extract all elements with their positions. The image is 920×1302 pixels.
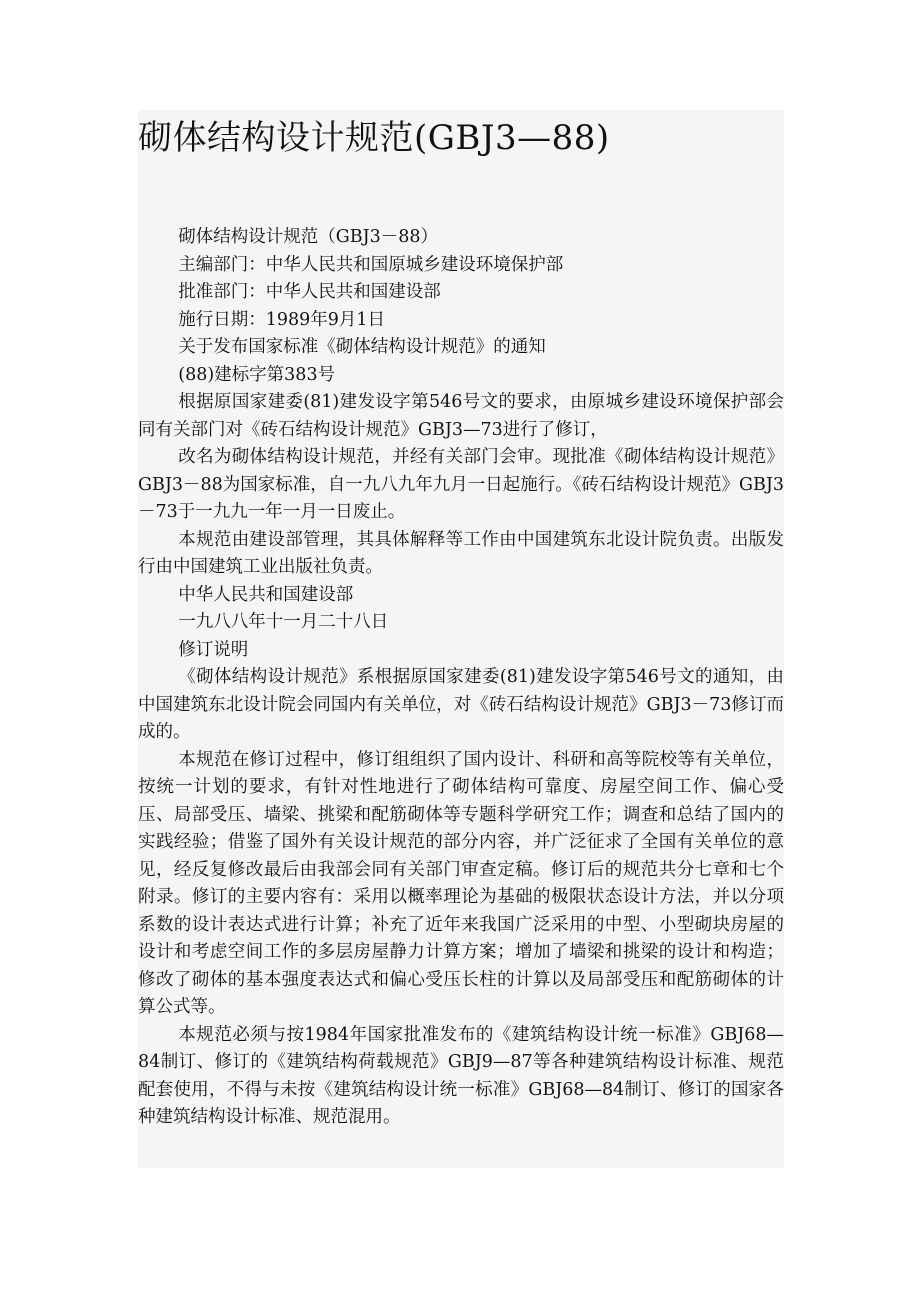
paragraph-notice-body-2: 改名为砌体结构设计规范，并经有关部门会审。现批准《砌体结构设计规范》GBJ3－88为国家标准，自一九八九年九月一日起施行。《砖石结构设计规范》GBJ3－73于一九九一年一月一日废止。 bbox=[138, 447, 784, 522]
paragraph-notice-number: (88)建标字第383号 bbox=[178, 364, 336, 385]
document-body bbox=[138, 224, 784, 1132]
paragraph-issue-date: 一九八八年十一月二十八日 bbox=[178, 612, 389, 632]
document-title: 砌体结构设计规范(GBJ3—88) bbox=[138, 118, 610, 158]
paragraph-approving-dept: 批准部门：中华人民共和国建设部 bbox=[178, 282, 441, 302]
paragraph-notice-body-1: 根据原国家建委(81)建发设字第546号文的要求，由原城乡建设环境保护部会同有关部门对《砖石结构设计规范》GBJ3—73进行了修订， bbox=[138, 392, 784, 440]
paragraph-chief-editor: 主编部门：中华人民共和国原城乡建设环境保护部 bbox=[178, 254, 564, 275]
paragraph-revision-body-2: 本规范在修订过程中，修订组组织了国内设计、科研和高等院校等有关单位，按统一计划的要求，有针对性地进行了砌体结构可靠度、房屋空间工作、偏心受压、局部受压、墙梁、挑梁和配筋砌体等专题科学研究工作；调查和总结了国内的实践经验；借鉴了国外有关设计规范的部分内容，并广泛征求了全国有关单位的意见，经反复修改最后由我部会同有关部门审查定稿。修订后的规范共分七章和七个附录。修订的主要内容有：采用以概率理论为基础的极限状态设计方法，并以分项系数的设计表达式进行计算；补充了近年来我国广泛采用的中型、小型砌块房屋的设计和考虑空间工作的多层房屋静力计算方案；增加了墙梁和挑梁的设计和构造；修改了砌体的基本强度表达式和偏心受压长柱的计算以及局部受压和配筋砌体的计算公式等。 bbox=[138, 749, 784, 1017]
paragraph-notice-title: 关于发布国家标准《砌体结构设计规范》的通知 bbox=[178, 337, 546, 357]
paragraph-effective-date: 施行日期：1989年9月1日 bbox=[178, 309, 386, 330]
paragraph-standard-name: 砌体结构设计规范（GBJ3－88） bbox=[178, 227, 439, 247]
paragraph-revision-body-3: 本规范必须与按1984年国家批准发布的《建筑结构设计统一标准》GBJ68—84制订、修订的《建筑结构荷载规范》GBJ9—87等各种建筑结构设计标准、规范配套使用，不得与未按《建筑结构设计统一标准》GBJ68—84制订、修订的国家各种建筑结构设计标准、规范混用。 bbox=[138, 1024, 784, 1127]
paragraph-notice-body-3: 本规范由建设部管理，其具体解释等工作由中国建筑东北设计院负责。出版发行由中国建筑工业出版社负责。 bbox=[138, 529, 784, 577]
paragraph-issuer: 中华人民共和国建设部 bbox=[178, 584, 354, 605]
paragraph-revision-heading: 修订说明 bbox=[178, 639, 249, 660]
paragraph-revision-body-1: 《砌体结构设计规范》系根据原国家建委(81)建发设字第546号文的通知，由中国建筑东北设计院会同国内有关单位，对《砖石结构设计规范》GBJ3－73修订而成的。 bbox=[138, 667, 784, 742]
